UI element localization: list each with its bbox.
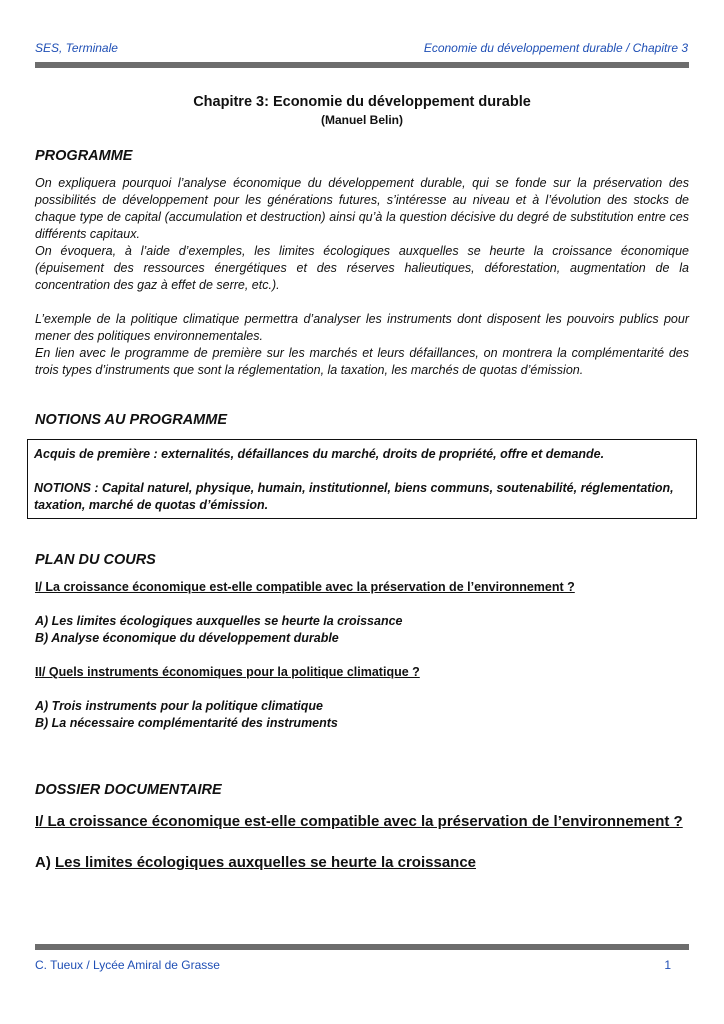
dossier-subsection bbox=[35, 853, 689, 873]
plan-part-2-b: B) La nécessaire complémentarité des instruments bbox=[35, 716, 338, 730]
notions-heading: NOTIONS AU PROGRAMME bbox=[35, 412, 227, 428]
header-rule bbox=[35, 62, 689, 68]
plan-part-2: II/ Quels instruments économiques pour la politique climatique ? bbox=[35, 665, 420, 679]
notions-box bbox=[27, 439, 697, 519]
dossier-subsection-prefix: A) bbox=[35, 854, 55, 871]
footer-rule bbox=[35, 944, 689, 950]
dossier-heading: DOSSIER DOCUMENTAIRE bbox=[35, 782, 222, 798]
header-course: SES, Terminale bbox=[35, 41, 118, 55]
notions-list: NOTIONS : Capital naturel, physique, humain, institutionnel, biens communs, soutenabilité, réglementation, taxation, marché de quotas d’émission. bbox=[34, 481, 674, 512]
programme-paragraph-4: En lien avec le programme de première sur les marchés et leurs défaillances, on montrera la complémentarité des trois types d’instruments que sont la réglementation, la taxation, les marchés de quotas d’émission. bbox=[35, 346, 689, 377]
header-chapter: Economie du développement durable / Chapitre 3 bbox=[423, 41, 688, 55]
programme-heading: PROGRAMME bbox=[35, 148, 133, 164]
plan-heading: PLAN DU COURS bbox=[35, 552, 156, 568]
notions-acquis: Acquis de première : externalités, défaillances du marché, droits de propriété, offre et demande. bbox=[34, 447, 605, 461]
plan-part-1-b: B) Analyse économique du développement durable bbox=[35, 631, 339, 645]
footer-author: C. Tueux / Lycée Amiral de Grasse bbox=[35, 958, 220, 972]
plan-part-2-a: A) Trois instruments pour la politique climatique bbox=[35, 699, 323, 713]
dossier-subsection-text: Les limites écologiques auxquelles se heurte la croissance bbox=[55, 854, 477, 871]
plan-part-1: I/ La croissance économique est-elle compatible avec la préservation de l’environnement ? bbox=[35, 580, 575, 594]
programme-paragraph-3: L’exemple de la politique climatique permettra d’analyser les instruments dont disposent les pouvoirs publics pour mener des politiques environnementales. bbox=[35, 312, 689, 343]
dossier-question: I/ La croissance économique est-elle compatible avec la préservation de l’environnement ? bbox=[35, 813, 683, 830]
programme-paragraph-1: On expliquera pourquoi l’analyse économique du développement durable, qui se fonde sur la préservation des possibilités de développement pour les générations futures, s’intéresse au niveau et à l’évolution des stocks de chaque type de capital (accumulation et destruction) ainsi qu’à la question décisive du degré de substitution entre ces différents capitaux. bbox=[35, 176, 689, 241]
programme-paragraph-2: On évoquera, à l’aide d’exemples, les limites écologiques auxquelles se heurte la croissance économique (épuisement des ressources énergétiques et des réserves halieutiques, déforestation, augmentation de la concentration des gaz à effet de serre, etc.). bbox=[35, 244, 689, 292]
plan-part-1-a: A) Les limites écologiques auxquelles se heurte la croissance bbox=[35, 614, 403, 628]
page-title: Chapitre 3: Economie du développement durable bbox=[193, 94, 531, 110]
page-number: 1 bbox=[664, 958, 671, 972]
page-subtitle: (Manuel Belin) bbox=[320, 113, 403, 127]
page-content bbox=[35, 92, 689, 873]
